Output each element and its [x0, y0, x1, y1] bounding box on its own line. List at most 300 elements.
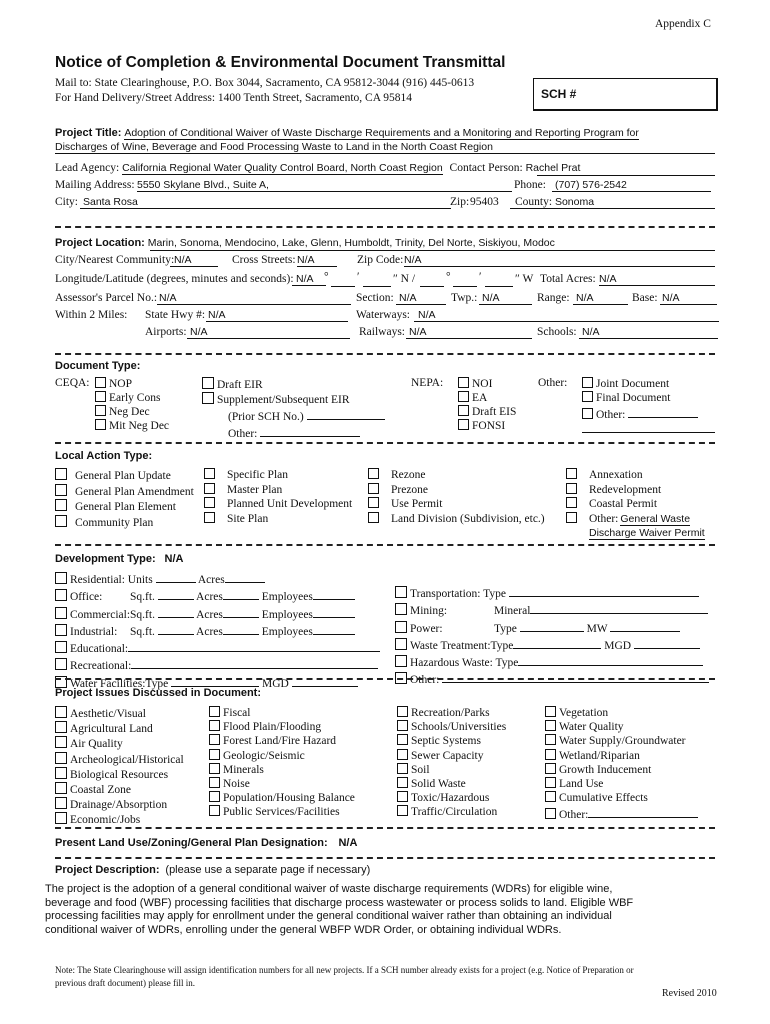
- issue-vegetation[interactable]: [545, 706, 698, 720]
- checkbox[interactable]: [397, 734, 408, 745]
- la-master-plan[interactable]: [204, 483, 352, 498]
- issue-water-quality-label: Water Quality: [559, 721, 624, 734]
- office-employees-field[interactable]: [313, 587, 355, 600]
- issue-public-services-label: Public Services/Facilities: [223, 806, 340, 819]
- checkbox[interactable]: [204, 483, 215, 494]
- educational-field[interactable]: [128, 639, 380, 652]
- checkbox[interactable]: [55, 797, 67, 809]
- dev-hazardous[interactable]: [395, 653, 720, 670]
- residential-units-field[interactable]: [156, 570, 196, 583]
- contact-label: Contact Person:: [449, 162, 523, 174]
- checkbox[interactable]: [545, 734, 556, 745]
- issue-economic-label: Economic/Jobs: [70, 814, 141, 827]
- nepa-draft-eis-label: Draft EIS: [472, 406, 517, 418]
- checkbox[interactable]: [458, 419, 469, 430]
- la-community-plan[interactable]: [55, 515, 194, 531]
- lead-agency-label: Lead Agency:: [55, 162, 120, 174]
- checkbox[interactable]: [397, 720, 408, 731]
- la-rezone-label: Rezone: [391, 469, 426, 481]
- nepa-noi-label: NOI: [472, 378, 493, 390]
- checkbox[interactable]: [209, 720, 220, 731]
- sch-box[interactable]: [533, 78, 718, 111]
- checkbox[interactable]: [55, 499, 67, 511]
- residential-label: Residential: Units: [70, 574, 153, 586]
- la-specific-plan[interactable]: [204, 468, 352, 483]
- commercial-employees-field[interactable]: [313, 605, 355, 618]
- industrial-sqft-field[interactable]: [158, 622, 194, 635]
- issue-wetland[interactable]: [545, 749, 698, 763]
- water-mgd-label: MGD: [261, 677, 289, 690]
- other-joint-document[interactable]: [582, 377, 698, 391]
- issue-coastal[interactable]: [55, 782, 184, 797]
- checkbox[interactable]: [397, 805, 408, 816]
- ceqa-options: [95, 377, 169, 433]
- power-type-field[interactable]: [520, 619, 584, 632]
- within-label: Within 2 Miles:: [55, 309, 128, 321]
- la-gp-element[interactable]: [55, 499, 194, 515]
- prior-sch-label: (Prior SCH No.): [228, 411, 304, 423]
- residential-acres-field[interactable]: [225, 570, 265, 583]
- checkbox[interactable]: [395, 655, 407, 667]
- transportation-label: Transportation:: [410, 588, 481, 600]
- issue-sewer[interactable]: [397, 749, 506, 763]
- checkbox[interactable]: [209, 777, 220, 788]
- apn-value[interactable]: N/A: [157, 292, 351, 305]
- checkbox[interactable]: [209, 791, 220, 802]
- issue-septic-label: Septic Systems: [411, 735, 481, 748]
- checkbox[interactable]: [209, 749, 220, 760]
- county-field[interactable]: [510, 196, 715, 209]
- checkbox[interactable]: [545, 749, 556, 760]
- water-mgd-field[interactable]: [292, 674, 358, 687]
- la-annexation-label: Annexation: [589, 469, 643, 481]
- la-other-value[interactable]: General Waste: [620, 512, 691, 525]
- la-land-division[interactable]: [368, 512, 545, 527]
- mailing-value[interactable]: 5550 Skylane Blvd., Suite A,: [137, 179, 512, 192]
- la-other-label: Other:: [589, 512, 619, 525]
- industrial-acres-field[interactable]: [223, 622, 259, 635]
- apn-label: Assessor's Parcel No.:: [55, 292, 158, 304]
- zip-value[interactable]: 95403: [470, 196, 499, 208]
- checkbox[interactable]: [395, 603, 407, 615]
- description-text[interactable]: [45, 883, 633, 937]
- total-acres-value[interactable]: N/A: [599, 273, 715, 286]
- section-divider: [55, 226, 715, 228]
- issue-fiscal[interactable]: [209, 706, 355, 720]
- ceqa-neg-dec-label: Neg Dec: [109, 406, 150, 418]
- la-coastal-permit[interactable]: [566, 497, 705, 512]
- description-label: Project Description:: [55, 864, 160, 876]
- description-line-1: The project is the adoption of a general conditional waiver of waste discharge requirements (WDRs) for eligible wine,: [45, 883, 613, 895]
- power-label: Power:: [410, 622, 443, 635]
- contact-value[interactable]: Rachel Prat: [525, 162, 581, 174]
- issue-water-supply[interactable]: [545, 734, 698, 748]
- checkbox[interactable]: [95, 391, 106, 402]
- zip-code-value[interactable]: N/A: [404, 254, 715, 267]
- checkbox[interactable]: [582, 408, 593, 419]
- nepa-ea-label: EA: [472, 392, 488, 404]
- checkbox[interactable]: [95, 405, 106, 416]
- checkbox[interactable]: [368, 483, 379, 494]
- ceqa-early-cons[interactable]: [95, 391, 169, 405]
- cross-streets-value[interactable]: N/A: [297, 254, 337, 267]
- nepa-ea[interactable]: [458, 391, 516, 405]
- issues-col4: [545, 706, 698, 823]
- power-mw-field[interactable]: [610, 619, 680, 632]
- dev-col-left: [55, 570, 385, 691]
- checkbox[interactable]: [209, 706, 220, 717]
- office-acres-field[interactable]: [223, 587, 259, 600]
- other-other-field[interactable]: [628, 405, 698, 418]
- dev-waste-treatment[interactable]: [395, 636, 720, 653]
- dev-power[interactable]: [395, 619, 720, 636]
- issue-geologic-label: Geologic/Seismic: [223, 749, 305, 762]
- commercial-sqft-field[interactable]: [158, 605, 194, 618]
- dev-office[interactable]: [55, 587, 385, 604]
- issue-soil[interactable]: [397, 763, 506, 777]
- airports-label: Airports:: [145, 326, 187, 338]
- issue-solid-waste[interactable]: [397, 777, 506, 791]
- project-title-value[interactable]: Adoption of Conditional Waiver of Waste Discharge Requirements and a Monitoring and Reporting Program for: [124, 127, 639, 139]
- la-use-permit-label: Use Permit: [391, 498, 443, 510]
- zip-label: Zip:: [450, 196, 470, 208]
- appendix-label: Appendix C: [655, 18, 711, 30]
- checkbox[interactable]: [55, 607, 67, 619]
- la-use-permit[interactable]: [368, 497, 545, 512]
- mailing-label: Mailing Address:: [55, 179, 135, 191]
- checkbox[interactable]: [202, 377, 214, 389]
- office-label: Office:: [70, 591, 103, 604]
- degree-symbol-2: °: [446, 271, 451, 283]
- base-value[interactable]: N/A: [660, 292, 717, 305]
- waterways-value[interactable]: N/A: [414, 309, 719, 322]
- dev-transportation[interactable]: [395, 584, 720, 601]
- hwy-label: State Hwy #:: [145, 309, 206, 321]
- local-action-col3: [368, 468, 545, 526]
- checkbox[interactable]: [397, 777, 408, 788]
- checkbox[interactable]: [397, 749, 408, 760]
- nepa-draft-eis[interactable]: [458, 405, 516, 419]
- checkbox[interactable]: [458, 405, 469, 416]
- commercial-employees-label: Employees: [261, 608, 313, 621]
- industrial-employees-label: Employees: [261, 625, 313, 638]
- eir-other-field[interactable]: [260, 424, 360, 437]
- dev-other-label: Other:: [410, 674, 440, 687]
- checkbox[interactable]: [55, 767, 67, 779]
- ceqa-mit-neg-dec[interactable]: [95, 419, 169, 433]
- checkbox[interactable]: [395, 586, 407, 598]
- nepa-fonsi[interactable]: [458, 419, 516, 433]
- land-use-value[interactable]: N/A: [338, 837, 358, 849]
- checkbox[interactable]: [397, 791, 408, 802]
- other-final-document[interactable]: [582, 391, 698, 405]
- issue-drainage-label: Drainage/Absorption: [70, 799, 168, 812]
- checkbox[interactable]: [55, 812, 67, 824]
- dev-residential[interactable]: [55, 570, 385, 587]
- project-title-value-2[interactable]: Discharges of Wine, Beverage and Food Processing Waste to Land in the North Coast Region: [55, 141, 715, 154]
- la-site-plan[interactable]: [204, 512, 352, 527]
- commercial-acres-field[interactable]: [223, 605, 259, 618]
- waterways-label: Waterways:: [356, 309, 410, 321]
- local-action-col4: [566, 468, 705, 541]
- twp-value[interactable]: N/A: [479, 292, 532, 305]
- phone-value[interactable]: (707) 576-2542: [552, 179, 711, 192]
- issue-water-quality[interactable]: [545, 720, 698, 734]
- la-annexation[interactable]: [566, 468, 705, 483]
- eir-other-label: Other:: [228, 428, 258, 440]
- checkbox[interactable]: [204, 468, 215, 479]
- issue-soil-label: Soil: [411, 763, 430, 776]
- issue-coastal-label: Coastal Zone: [70, 784, 131, 797]
- city-value[interactable]: Santa Rosa: [80, 196, 451, 209]
- mineral-field[interactable]: [530, 601, 708, 614]
- la-gp-update[interactable]: [55, 468, 194, 484]
- eir-supplement[interactable]: [202, 392, 385, 407]
- issue-noise-label: Noise: [223, 778, 250, 791]
- issue-minerals-label: Minerals: [223, 763, 264, 776]
- la-other-value-2[interactable]: Discharge Waiver Permit: [589, 527, 705, 539]
- water-type-field[interactable]: [171, 674, 259, 687]
- issue-aesthetic[interactable]: [55, 706, 184, 721]
- other-doc-options: [582, 377, 698, 422]
- waste-type-field[interactable]: [513, 636, 601, 649]
- dev-industrial[interactable]: [55, 622, 385, 639]
- checkbox[interactable]: [566, 497, 577, 508]
- transportation-type-label: Type: [483, 588, 506, 600]
- county-value: Sonoma: [554, 196, 595, 208]
- checkbox[interactable]: [55, 572, 67, 584]
- degree-symbol: °: [324, 271, 329, 283]
- issue-cumulative-label: Cumulative Effects: [559, 792, 648, 805]
- joint-document-label: Joint Document: [596, 378, 670, 390]
- checkbox[interactable]: [209, 805, 220, 816]
- issue-archeological[interactable]: [55, 752, 184, 767]
- local-action-header: Local Action Type:: [55, 450, 153, 462]
- industrial-employees-field[interactable]: [313, 622, 355, 635]
- issue-cumulative[interactable]: [545, 791, 698, 805]
- city-community-value[interactable]: N/A: [170, 254, 218, 267]
- power-type-label: Type: [494, 622, 517, 635]
- other-other[interactable]: [582, 405, 698, 422]
- issue-vegetation-label: Vegetation: [559, 707, 609, 719]
- nepa-noi[interactable]: [458, 377, 516, 391]
- checkbox[interactable]: [95, 377, 106, 388]
- checkbox[interactable]: [395, 638, 407, 650]
- issue-land-use[interactable]: [545, 777, 698, 791]
- hwy-value[interactable]: N/A: [206, 309, 348, 322]
- section-value[interactable]: N/A: [396, 292, 446, 305]
- issue-schools[interactable]: [397, 720, 506, 734]
- checkbox[interactable]: [55, 782, 67, 794]
- issue-minerals[interactable]: [209, 763, 355, 777]
- checkbox[interactable]: [204, 497, 215, 508]
- issue-forest-label: Forest Land/Fire Hazard: [223, 735, 337, 748]
- ceqa-neg-dec[interactable]: [95, 405, 169, 419]
- checkbox[interactable]: [368, 468, 379, 479]
- issue-growth[interactable]: [545, 763, 698, 777]
- la-other[interactable]: [566, 512, 705, 527]
- issue-other[interactable]: [545, 805, 698, 822]
- issue-public-services[interactable]: [209, 805, 355, 819]
- issues-header: Project Issues Discussed in Document:: [55, 687, 262, 699]
- dev-mining[interactable]: [395, 601, 720, 618]
- dev-type-header: Development Type:: [55, 553, 156, 565]
- footer-note: [55, 964, 634, 990]
- checkbox[interactable]: [55, 515, 67, 527]
- issue-traffic-label: Traffic/Circulation: [411, 806, 498, 819]
- hazardous-field[interactable]: [518, 653, 703, 666]
- issue-toxic[interactable]: [397, 791, 506, 805]
- la-rezone[interactable]: [368, 468, 545, 483]
- eir-draft[interactable]: [202, 377, 385, 392]
- prior-sch-field[interactable]: [307, 407, 385, 420]
- checkbox[interactable]: [545, 763, 556, 774]
- issue-septic[interactable]: [397, 734, 506, 748]
- checkbox[interactable]: [545, 706, 556, 717]
- issue-other-field[interactable]: [588, 805, 698, 818]
- checkbox[interactable]: [209, 734, 220, 745]
- issue-forest[interactable]: [209, 734, 355, 748]
- ceqa-early-cons-label: Early Cons: [109, 392, 161, 404]
- issue-biological-label: Biological Resources: [70, 768, 169, 781]
- issues-col3: [397, 706, 506, 820]
- issue-geologic[interactable]: [209, 749, 355, 763]
- checkbox[interactable]: [55, 589, 67, 601]
- checkbox[interactable]: [209, 763, 220, 774]
- footer-note-line-1: Note: The State Clearinghouse will assign identification numbers for all new projects. If a SCH number already exists for a project (e.g. Notice of Preparation or: [55, 965, 634, 975]
- issues-col2: [209, 706, 355, 820]
- issue-flood[interactable]: [209, 720, 355, 734]
- checkbox[interactable]: [55, 624, 67, 636]
- checkbox[interactable]: [545, 720, 556, 731]
- checkbox[interactable]: [458, 391, 469, 402]
- checkbox[interactable]: [582, 377, 593, 388]
- phone-label: Phone:: [514, 179, 546, 191]
- issue-drainage[interactable]: [55, 797, 184, 812]
- description-line-2: beverage and food (WBF) processing facilities that discharge process wastewater or process solids to land. Eligible WBF: [45, 896, 634, 909]
- issue-economic[interactable]: [55, 812, 184, 827]
- la-coastal-permit-label: Coastal Permit: [589, 498, 658, 510]
- airports-value[interactable]: N/A: [187, 326, 350, 339]
- mail-to-line: Mail to: State Clearinghouse, P.O. Box 3044, Sacramento, CA 95812-3044 (916) 445-0613: [55, 77, 475, 89]
- dev-other-field[interactable]: [442, 670, 709, 683]
- description-hint: (please use a separate page if necessary): [165, 864, 371, 876]
- description-line-3: processing facilities may apply for enrollment under the general conditional waiver rather than obtaining an individual: [45, 910, 612, 922]
- base-label: Base:: [632, 292, 658, 304]
- la-pud[interactable]: [204, 497, 352, 512]
- railways-label: Railways:: [359, 326, 405, 338]
- issue-biological[interactable]: [55, 767, 184, 782]
- railways-value[interactable]: N/A: [406, 326, 532, 339]
- dev-commercial[interactable]: [55, 605, 385, 622]
- seconds-north: ″ N /: [393, 273, 416, 285]
- checkbox[interactable]: [55, 706, 67, 718]
- checkbox[interactable]: [397, 706, 408, 717]
- checkbox[interactable]: [368, 512, 379, 523]
- waste-mgd-field[interactable]: [634, 636, 700, 649]
- checkbox[interactable]: [368, 497, 379, 508]
- hazardous-label: Hazardous Waste: Type: [410, 657, 519, 670]
- issue-air-quality[interactable]: [55, 736, 184, 751]
- hand-delivery-line: For Hand Delivery/Street Address: 1400 Tenth Street, Sacramento, CA 95814: [55, 92, 413, 104]
- checkbox[interactable]: [545, 791, 556, 802]
- checkbox[interactable]: [545, 777, 556, 788]
- issue-toxic-label: Toxic/Hazardous: [411, 792, 490, 805]
- checkbox[interactable]: [566, 468, 577, 479]
- checkbox[interactable]: [55, 641, 67, 653]
- dev-educational[interactable]: [55, 639, 385, 656]
- other-doc-label: Other:: [538, 377, 568, 389]
- checkbox[interactable]: [395, 621, 407, 633]
- recreational-field[interactable]: [131, 656, 378, 669]
- office-employees-label: Employees: [261, 591, 313, 604]
- lead-agency-value[interactable]: California Regional Water Quality Control Board, North Coast Region: [122, 162, 443, 174]
- checkbox[interactable]: [566, 483, 577, 494]
- la-redevelopment[interactable]: [566, 483, 705, 498]
- county-label: County:: [515, 196, 553, 208]
- checkbox[interactable]: [55, 721, 67, 733]
- checkbox[interactable]: [55, 752, 67, 764]
- checkbox[interactable]: [397, 763, 408, 774]
- ceqa-label: CEQA:: [55, 377, 90, 389]
- issue-schools-label: Schools/Universities: [411, 721, 507, 734]
- checkbox[interactable]: [202, 392, 214, 404]
- office-acres-label: Acres: [196, 591, 223, 604]
- issue-growth-label: Growth Inducement: [559, 763, 652, 776]
- transportation-field[interactable]: [509, 584, 699, 597]
- issues-col1: [55, 706, 184, 828]
- checkbox[interactable]: [95, 419, 106, 430]
- checkbox[interactable]: [545, 808, 556, 819]
- checkbox[interactable]: [582, 391, 593, 402]
- seconds-west: ″ W: [515, 273, 534, 285]
- land-use-row: [55, 837, 357, 849]
- issue-traffic[interactable]: [397, 805, 506, 819]
- cross-streets-label: Cross Streets:: [232, 254, 296, 266]
- ceqa-nop[interactable]: [95, 377, 169, 391]
- checkbox[interactable]: [55, 658, 67, 670]
- checkbox[interactable]: [55, 484, 67, 496]
- checkbox[interactable]: [55, 468, 67, 480]
- mineral-label: Mineral: [494, 605, 531, 618]
- la-site-plan-label: Site Plan: [227, 512, 269, 525]
- issue-air-quality-label: Air Quality: [70, 738, 123, 751]
- issue-agricultural[interactable]: [55, 721, 184, 736]
- la-specific-plan-label: Specific Plan: [227, 469, 288, 481]
- location-counties[interactable]: Marin, Sonoma, Mendocino, Lake, Glenn, Humboldt, Trinity, Del Norte, Siskiyou, Modoc: [147, 237, 555, 249]
- la-gp-amendment[interactable]: [55, 484, 194, 500]
- waste-mgd-label: MGD: [604, 639, 632, 652]
- issue-recreation[interactable]: [397, 706, 506, 720]
- office-sqft-field[interactable]: [158, 587, 194, 600]
- la-prezone[interactable]: [368, 483, 545, 498]
- checkbox[interactable]: [204, 512, 215, 523]
- footer-note-line-2: previous draft document) please fill in.: [55, 978, 195, 988]
- checkbox[interactable]: [458, 377, 469, 388]
- schools-label: Schools:: [537, 326, 577, 338]
- range-value[interactable]: N/A: [573, 292, 628, 305]
- lead-agency-row: [55, 162, 580, 174]
- checkbox[interactable]: [55, 736, 67, 748]
- issue-population[interactable]: [209, 791, 355, 805]
- revised-label: Revised 2010: [662, 988, 717, 999]
- longlat-value[interactable]: N/A: [292, 273, 326, 286]
- issue-noise[interactable]: [209, 777, 355, 791]
- dev-recreational[interactable]: [55, 656, 385, 673]
- schools-value[interactable]: N/A: [579, 326, 718, 339]
- checkbox[interactable]: [566, 512, 577, 523]
- la-gp-update-label: General Plan Update: [75, 470, 171, 482]
